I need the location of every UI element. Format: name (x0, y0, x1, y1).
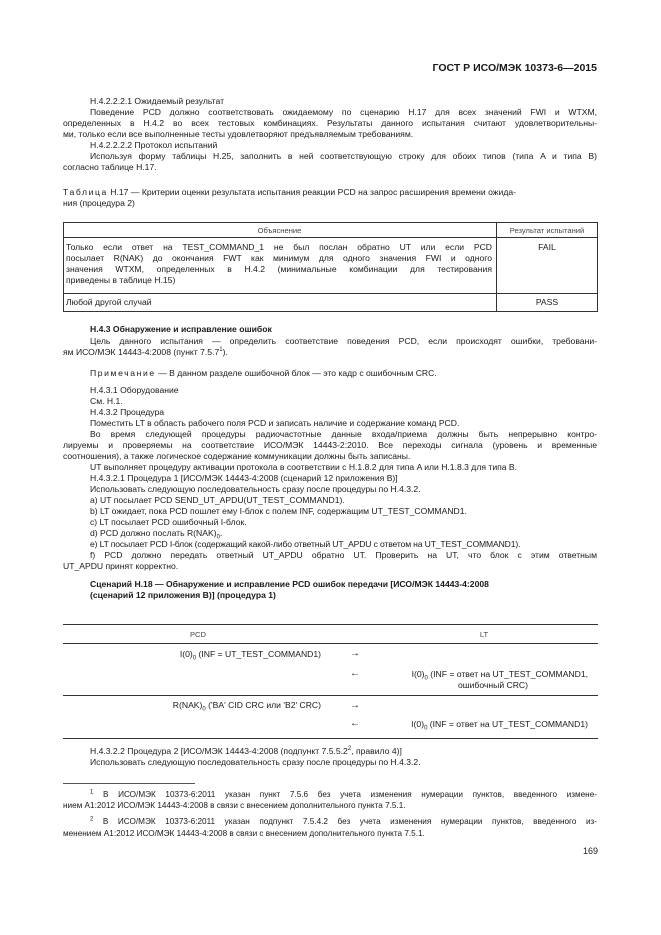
paragraph-line: Поведение PCD должно соответствовать ожидаемому по сценарию H.17 для всех значений FWI и WTXM, (90, 107, 597, 117)
table-caption: Таблица H.17 — Критерии оценки результата испытания реакции PCD на запрос расширения времени ожида- (63, 187, 516, 197)
table-cell-result: PASS (535, 297, 559, 307)
col-header-lt: LT (479, 630, 489, 639)
paragraph-line: UT выполняет процедуру активации протокола в соответствии с H.1.8.2 для типа A или H.1.8.3 для типа B. (90, 462, 518, 472)
paragraph-line: Поместить LT в область рабочего поля PCD и записать наличие и содержание команд PCD. (90, 418, 460, 428)
footnote-cont: нием A1:2012 ИСО/МЭК 14443-4:2008 в связи с внесением дополнительного пункта 7.5.1. (63, 801, 406, 810)
list-item: a) UT посылает PCD SEND_UT_APDU(UT_TEST_COMMAND1). (90, 495, 345, 505)
table-cell-result: FAIL (538, 242, 556, 252)
subsection-heading: H.4.2.2.2.1 Ожидаемый результат (90, 96, 225, 106)
table-cell: Только если ответ на TEST_COMMAND_1 не был послан обратно UT или если PCD (66, 242, 492, 252)
table-header-result: Результат испытаний (509, 226, 585, 235)
footnote-cont: менением A1:2012 ИСО/МЭК 14443-4:2008 в связи с внесением дополнительного пункта 7.5.1. (63, 829, 425, 838)
table-cell: посылает R(NAK) до окончания FWT как минимум для одного значения FWI и одного (66, 253, 492, 263)
footnote-separator (63, 783, 195, 784)
footnote: $^2$ В ИСО/МЭК 10373-6:2011 указан подпункт 7.5.4.2 без учета изменения нумерации пунктов, введенного из- (90, 816, 597, 826)
paragraph-line: См. H.1. (90, 396, 123, 406)
list-item: UT_APDU принят корректно. (63, 561, 179, 571)
paragraph-line: соотношения), а также логическое содержание коммуникации должны быть записаны. (63, 451, 411, 461)
list-item: f) PCD должно передать ответный UT_APDU обратно UT. Проверить на UT, что блок с этим ответным (90, 550, 597, 560)
list-item: c) LT посылает PCD ошибочный I-блок. (90, 517, 247, 527)
list-item: d) PCD должно послать $R(NAK)_0$. (90, 528, 223, 541)
table-cell: приведены в таблице H.15) (66, 275, 176, 285)
paragraph-line: лируемы и проверяемы на соответствие ИСО/МЭК 14443-2:2010. Все переходы сигнала (уровень и временные (63, 440, 597, 450)
lt-message: $I(0)_0$ (INF = ответ на UT_TEST_COMMAND1, (411, 669, 588, 682)
arrow-left-icon: ← (350, 718, 360, 729)
footnote: $^1$ В ИСО/МЭК 10373-6:2011 указан пункт 7.5.6 без учета изменения нумерации пунктов, введенного измене- (90, 789, 597, 799)
table-caption-cont: ния (процедура 2) (63, 198, 135, 208)
scenario-title-cont: (сценарий 12 приложения B)] (процедура 1) (90, 590, 276, 600)
paragraph-line: ям ИСО/МЭК 14443-4:2008 (пункт 7.5.7$^1$). (63, 347, 228, 357)
subsection-heading: H.4.2.2.2.2 Протокол испытаний (90, 140, 218, 150)
note: Примечание — В данном разделе ошибочной блок — это кадр с ошибочным CRC. (90, 368, 437, 378)
page-header: ГОСТ Р ИСО/МЭК 10373-6—2015 (432, 62, 597, 74)
pcd-message: $R(NAK)_0$ ('BA' CID CRC или 'B2' CRC) (172, 700, 321, 713)
table-cell: значения WTXM, определенных в H.4.2 (минимальные комбинации для тестирования (66, 264, 492, 274)
pcd-message: $I(0)_0$ (INF = UT_TEST_COMMAND1) (179, 649, 321, 662)
section-heading: H.4.3 Обнаружение и исправление ошибок (90, 324, 272, 334)
list-item: e) LT посылает PCD I-блок (содержащий какой-либо ответный UT_APDU с ответом на UT_TEST_COMMAND1). (90, 539, 521, 549)
scenario-title: Сценарий H.18 — Обнаружение и исправление PCD ошибок передачи [ИСО/МЭК 14443-4:2008 (90, 579, 489, 589)
arrow-right-icon: → (350, 648, 360, 659)
arrow-left-icon: ← (350, 668, 360, 679)
list-item: b) LT ожидает, пока PCD пошлет ему I-блок с полем INF, содержащим UT_TEST_COMMAND1. (90, 506, 467, 516)
subsection-heading: H.4.3.2 Процедура (90, 407, 165, 417)
paragraph-line: Использовать следующую последовательность сразу после процедуры по H.4.3.2. (90, 484, 421, 494)
arrow-right-icon: → (350, 700, 360, 711)
paragraph-line: согласно таблице H.17. (63, 162, 157, 172)
page-number: 169 (582, 846, 598, 856)
subsection-heading: H.4.3.2.1 Процедура 1 [ИСО/МЭК 14443-4:2008 (сценарий 12 приложения B)] (90, 473, 398, 483)
paragraph-line: Цель данного испытания — определить соответствие поведения PCD, если происходят ошибки, требовани- (90, 336, 597, 346)
subsection-heading: H.4.3.2.2 Процедура 2 [ИСО/МЭК 14443-4:2008 (подпункт 7.5.5.2$^2$, правило 4)] (90, 746, 402, 756)
col-header-pcd: PCD (189, 630, 207, 639)
paragraph-line: ми, только если все выполненные тесты удовлетворяют предъявляемым требованиям. (63, 129, 414, 139)
table-cell: Любой другой случай (66, 297, 152, 307)
paragraph-line: Используя форму таблицы H.25, заполнить в ней соответствующую строку для обоих типов (типа A и типа B) (90, 151, 597, 161)
paragraph-line: Использовать следующую последовательность сразу после процедуры по H.4.3.2. (90, 757, 421, 767)
subsection-heading: H.4.3.1 Оборудование (90, 385, 179, 395)
paragraph-line: определенных в H.4.2 во всех тестовых комбинациях. Результаты данного испытания считают удовлетворительны- (63, 118, 597, 128)
lt-message: $I(0)_0$ (INF = ответ на UT_TEST_COMMAND1) (411, 719, 588, 732)
lt-message-cont: ошибочный CRC) (457, 680, 528, 690)
table-header-explanation: Объяснение (257, 226, 302, 235)
paragraph-line: Во время следующей процедуры радиочастотные данные входа/приема должны быть непрерывно контро- (90, 429, 597, 439)
